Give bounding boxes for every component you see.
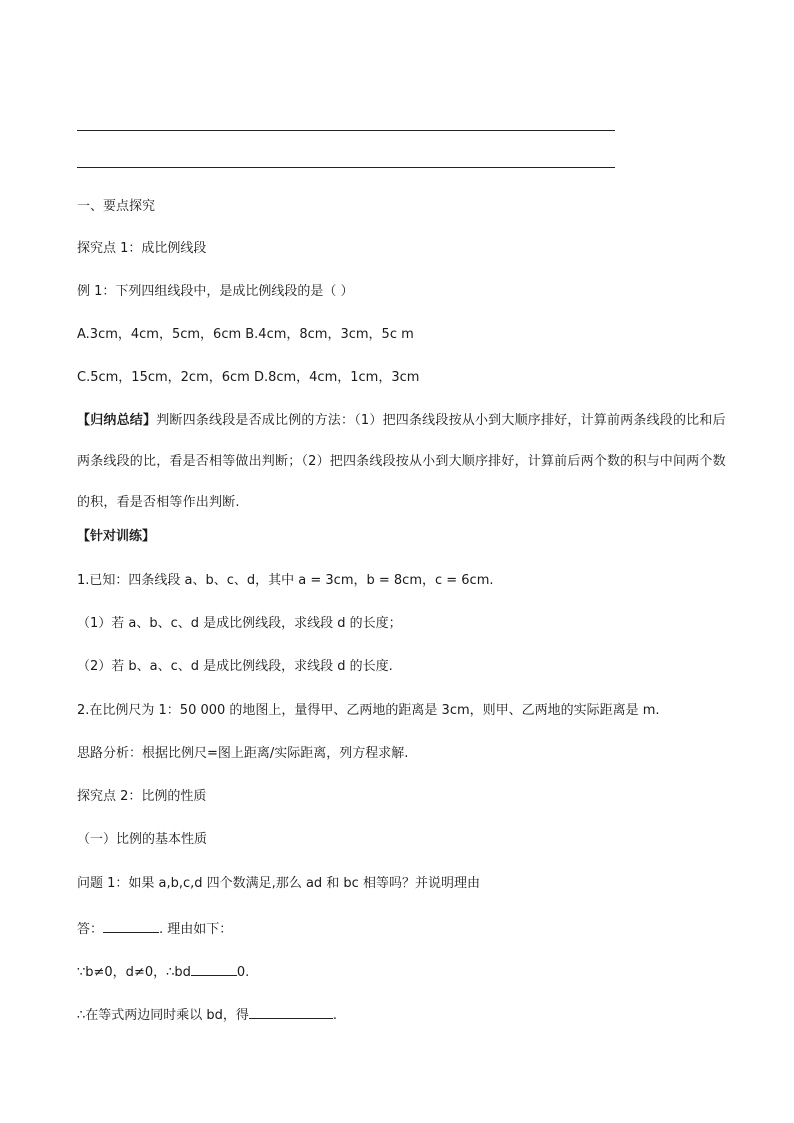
question1: 问题 1：如果 a,b,c,d 四个数满足,那么 ad 和 bc 相等吗？并说明理由 — [77, 876, 480, 891]
step1-prefix: ∵b≠0，d≠0，∴bd — [77, 965, 191, 980]
answer-prefix: 答： — [77, 922, 104, 937]
header-rule-2 — [77, 167, 615, 168]
step2-line — [77, 1004, 337, 1025]
step2-blank[interactable] — [249, 1004, 333, 1019]
point2-title: 探究点 2：比例的性质 — [77, 789, 207, 804]
problem2-text: 2.在比例尺为 1：50 000 的地图上，量得甲、乙两地的距离是 3cm，则甲、乙两地的实际距离是 m. — [77, 703, 660, 718]
summary-label: 【归纳总结】 — [77, 413, 157, 428]
summary-paragraph — [77, 400, 727, 523]
problem2-analysis: 思路分析：根据比例尺=图上距离/实际距离，列方程求解. — [77, 746, 409, 761]
answer-blank[interactable] — [103, 918, 159, 933]
problem1-part2: （2）若 b、a、c、d 是成比例线段，求线段 d 的长度. — [77, 659, 393, 674]
answer-suffix: . 理由如下： — [159, 922, 233, 937]
example1-options-ab: A.3cm，4cm，5cm，6cm B.4cm，8cm，3cm，5c m — [77, 327, 414, 342]
step1-line — [77, 961, 249, 982]
practice-title: 【针对训练】 — [77, 529, 156, 544]
step1-suffix: 0. — [236, 965, 250, 980]
header-rule-1 — [77, 130, 615, 131]
example1-question: 例 1：下列四组线段中，是成比例线段的是（ ） — [77, 284, 354, 299]
point1-title: 探究点 1：成比例线段 — [77, 241, 207, 256]
problem1-stem: 1.已知：四条线段 a、b、c、d，其中 a = 3cm，b = 8cm，c = 6cm. — [77, 573, 494, 588]
example1-options-cd: C.5cm，15cm，2cm，6cm D.8cm，4cm，1cm，3cm — [77, 370, 420, 385]
answer-line — [77, 918, 232, 939]
step1-blank[interactable] — [191, 961, 237, 976]
problem1-part1: （1）若 a、b、c、d 是成比例线段，求线段 d 的长度； — [77, 616, 402, 631]
step2-suffix: . — [332, 1008, 338, 1023]
subsection-basic-property: （一）比例的基本性质 — [77, 832, 208, 847]
summary-text: 判断四条线段是否成比例的方法：（1）把四条线段按从小到大顺序排好，计算前两条线段的比和后两条线段的比，看是否相等做出判断；（2）把四条线段按从小到大顺序排好，计算前后两个数的积与中间两个数的积，看是否相等作出判断. — [77, 413, 726, 510]
step2-prefix: ∴在等式两边同时乘以 bd，得 — [77, 1008, 249, 1023]
section-heading: 一、要点探究 — [77, 199, 156, 214]
